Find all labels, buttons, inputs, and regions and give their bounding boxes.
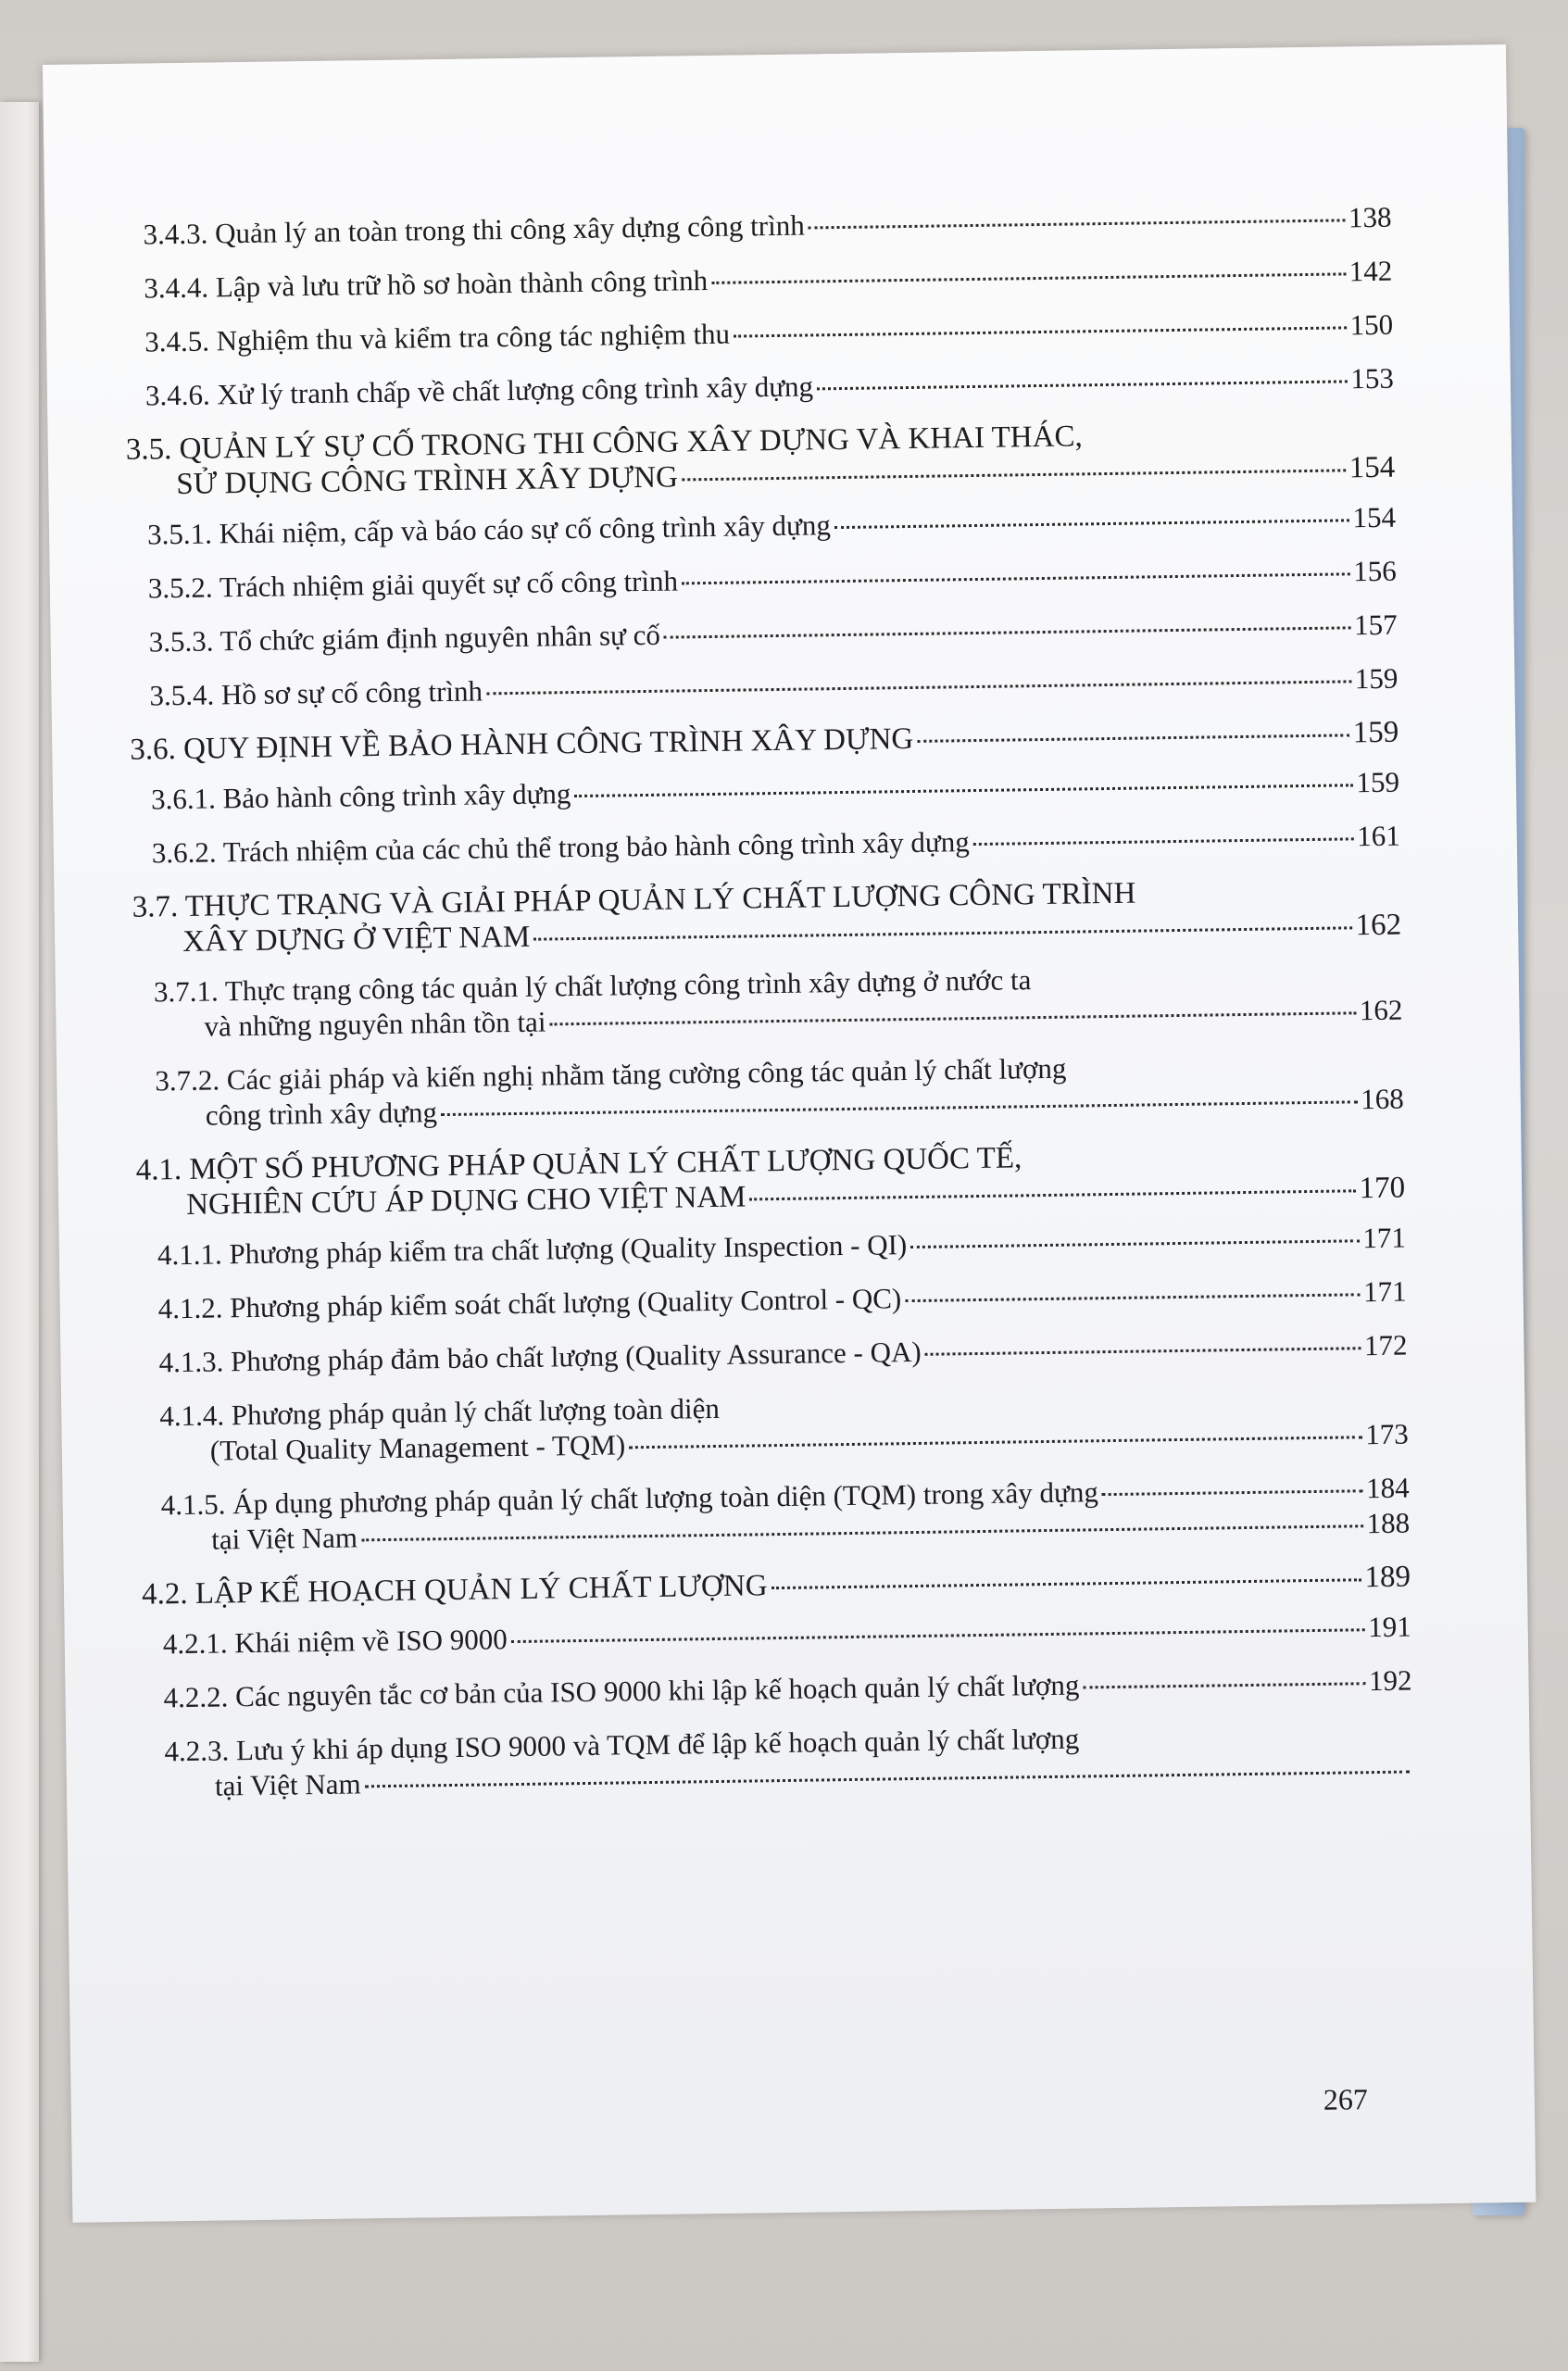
toc-line: [163, 1610, 1411, 1662]
toc-title-text: (Total Quality Management - TQM): [209, 1428, 626, 1467]
toc-line: [149, 661, 1398, 714]
toc-subsection-entry: [138, 1328, 1407, 1381]
dot-leader: [361, 1524, 1363, 1541]
toc-title-text: 3.7.1. Thực trạng công tác quản lý chất lượng công trình xây dựng ở nước ta: [153, 963, 1032, 1009]
toc-page-number: 157: [1353, 608, 1398, 642]
toc-page-number: 188: [1366, 1506, 1411, 1540]
toc-title-text: 3.5.4. Hồ sơ sự cố công trình: [149, 674, 483, 712]
dot-leader: [905, 1293, 1360, 1302]
toc-title-text: 4.1.4. Phương pháp quản lý chất lượng toàn diện: [159, 1391, 721, 1433]
toc-line: [145, 361, 1394, 414]
toc-title-text: 4.1.5. Áp dụng phương pháp quản lý chất lượng toàn diện (TQM) trong xây dựng: [160, 1475, 1099, 1522]
dot-leader: [486, 680, 1351, 695]
dot-leader: [750, 1189, 1356, 1200]
toc-page-number: 170: [1359, 1171, 1406, 1206]
toc-subsection-entry: [133, 958, 1403, 1046]
dot-leader: [925, 1347, 1361, 1356]
toc-title-text: 3.6.2. Trách nhiệm của các chủ thể trong bảo hành công trình xây dựng: [151, 825, 970, 870]
dot-leader: [1083, 1682, 1365, 1688]
dot-leader: [664, 626, 1350, 638]
toc-line: [148, 608, 1397, 660]
toc-title-text: 4.1.1. Phương pháp kiểm tra chất lượng (Quality Inspection - QI): [157, 1228, 908, 1272]
toc-line: [148, 554, 1397, 607]
toc-line: [130, 715, 1399, 768]
toc-subsection-entry: [127, 500, 1396, 553]
dot-leader: [817, 380, 1347, 390]
dot-leader: [917, 734, 1348, 743]
toc-line: [163, 1663, 1411, 1716]
toc-line: [158, 1274, 1407, 1327]
toc-title-text: SỬ DỤNG CÔNG TRÌNH XÂY DỰNG: [176, 460, 679, 502]
toc-line: [157, 1221, 1406, 1273]
toc-section-entry: [130, 715, 1399, 768]
toc-section-entry: [135, 1135, 1405, 1223]
toc-line: [147, 500, 1396, 553]
toc-title-text: 4.2. LẬP KẾ HOẠCH QUẢN LÝ CHẤT LƯỢNG: [141, 1569, 768, 1612]
toc-title-text: 3.4.5. Nghiệm thu và kiểm tra công tác nghiệm thu: [144, 317, 731, 358]
toc-title-text: 3.6.1. Bảo hành công trình xây dựng: [150, 777, 571, 816]
toc-subsection-entry: [134, 1047, 1404, 1135]
toc-section-entry: [126, 415, 1396, 503]
toc-title-text: 3.7. THỰC TRẠNG VÀ GIẢI PHÁP QUẢN LÝ CHẤT LƯỢNG CÔNG TRÌNH: [132, 876, 1136, 924]
dot-leader: [834, 519, 1349, 529]
toc-line: [144, 254, 1392, 307]
toc-page-number: 150: [1349, 307, 1394, 342]
dot-leader: [511, 1628, 1364, 1643]
toc-title-text: 3.5. QUẢN LÝ SỰ CỐ TRONG THI CÔNG XÂY DỰNG VÀ KHAI THÁC,: [125, 420, 1083, 467]
facing-page-edge: [0, 102, 39, 2362]
toc-line: [143, 200, 1391, 253]
dot-leader: [711, 272, 1346, 284]
toc-line: [152, 819, 1400, 872]
dot-leader: [441, 1100, 1357, 1116]
toc-subsection-entry: [139, 1382, 1409, 1470]
table-of-contents: [122, 200, 1413, 1824]
dot-leader: [365, 1771, 1410, 1788]
toc-title-text: 4.1.2. Phương pháp kiểm soát chất lượng (Quality Control - QC): [157, 1282, 902, 1325]
toc-title-text: 3.5.2. Trách nhiệm giải quyết sự cố công trình: [147, 564, 679, 605]
toc-title-text: 3.4.6. Xử lý tranh chấp về chất lượng công trình xây dựng: [144, 370, 814, 412]
toc-page-number: 142: [1348, 254, 1393, 288]
toc-title-text: 3.5.1. Khái niệm, cấp và báo cáo sự cố công trình xây dựng: [146, 508, 832, 551]
book-page: [43, 44, 1536, 2223]
toc-subsection-entry: [144, 1717, 1413, 1805]
toc-section-entry: [132, 872, 1401, 960]
toc-title-text: XÂY DỰNG Ở VIỆT NAM: [182, 920, 531, 959]
dot-leader: [973, 837, 1354, 846]
toc-title-text: 4.2.1. Khái niệm về ISO 9000: [162, 1623, 508, 1661]
dot-leader: [910, 1239, 1359, 1248]
dot-leader: [1102, 1489, 1362, 1496]
toc-title-text: tại Việt Nam: [214, 1767, 361, 1802]
toc-page-number: 153: [1350, 361, 1395, 395]
dot-leader: [549, 1011, 1356, 1025]
dot-leader: [574, 784, 1352, 797]
toc-page-number: 171: [1362, 1274, 1407, 1309]
page-folio: 267: [1323, 2082, 1369, 2116]
dot-leader: [771, 1578, 1361, 1589]
toc-subsection-entry: [128, 608, 1397, 660]
toc-page-number: 184: [1365, 1471, 1410, 1505]
toc-title-text: NGHIÊN CỨU ÁP DỤNG CHO VIỆT NAM: [185, 1180, 746, 1222]
dot-leader: [629, 1436, 1361, 1449]
toc-page-number: 159: [1352, 715, 1399, 750]
toc-page-number: 154: [1352, 500, 1397, 534]
toc-page-number: 138: [1348, 200, 1392, 234]
toc-page-number: 189: [1364, 1560, 1411, 1595]
toc-line: [142, 1560, 1411, 1612]
toc-page-number: 173: [1365, 1417, 1410, 1451]
toc-subsection-entry: [143, 1663, 1411, 1716]
toc-line: [144, 307, 1393, 360]
toc-title-text: tại Việt Nam: [211, 1521, 358, 1556]
toc-subsection-entry: [132, 819, 1400, 872]
toc-page-number: 191: [1367, 1610, 1411, 1644]
toc-title-text: 3.7.2. Các giải pháp và kiến nghị nhằm tăng cường công tác quản lý chất lượng: [155, 1051, 1067, 1098]
toc-page-number: 156: [1353, 554, 1398, 588]
toc-section-entry: [142, 1560, 1411, 1612]
toc-page-number: 162: [1355, 908, 1402, 943]
toc-subsection-entry: [140, 1471, 1410, 1559]
toc-title-text: 3.5.3. Tổ chức giám định nguyên nhân sự cố: [148, 618, 661, 659]
toc-subsection-entry: [125, 361, 1394, 414]
toc-title-text: 3.4.4. Lập và lưu trữ hồ sơ hoàn thành công trình: [144, 263, 709, 305]
dot-leader: [533, 926, 1351, 940]
toc-subsection-entry: [143, 1610, 1411, 1662]
toc-subsection-entry: [124, 307, 1393, 360]
toc-line: [151, 765, 1399, 818]
toc-title-text: 4.2.2. Các nguyên tắc cơ bản của ISO 9000 khi lập kế hoạch quản lý chất lượng: [163, 1668, 1080, 1714]
toc-subsection-entry: [122, 200, 1391, 253]
toc-page-number: 161: [1357, 819, 1401, 853]
toc-title-text: 4.1.3. Phương pháp đảm bảo chất lượng (Quality Assurance - QA): [158, 1335, 922, 1379]
toc-title-text: 4.1. MỘT SỐ PHƯƠNG PHÁP QUẢN LÝ CHẤT LƯỢNG QUỐC TẾ,: [135, 1141, 1022, 1187]
toc-page-number: 168: [1360, 1082, 1404, 1116]
toc-subsection-entry: [131, 765, 1399, 818]
toc-line: [158, 1328, 1407, 1381]
dot-leader: [809, 219, 1345, 229]
toc-title-text: 4.2.3. Lưu ý khi áp dụng ISO 9000 và TQM để lập kế hoạch quản lý chất lượng: [164, 1722, 1080, 1768]
toc-page-number: 159: [1354, 661, 1399, 696]
toc-page-number: 192: [1368, 1663, 1412, 1698]
dot-leader: [734, 326, 1347, 337]
toc-title-text: công trình xây dựng: [205, 1096, 438, 1132]
toc-page-number: 171: [1362, 1221, 1407, 1255]
toc-title-text: và những nguyên nhân tồn tại: [204, 1005, 546, 1043]
toc-subsection-entry: [138, 1274, 1407, 1327]
toc-subsection-entry: [129, 661, 1398, 714]
toc-subsection-entry: [123, 254, 1392, 307]
toc-page-number: 162: [1359, 993, 1403, 1027]
dot-leader: [682, 469, 1346, 481]
toc-title-text: 3.6. QUY ĐỊNH VỀ BẢO HÀNH CÔNG TRÌNH XÂY DỰNG: [130, 721, 914, 767]
toc-page-number: 159: [1356, 765, 1400, 799]
toc-page-number: 154: [1348, 450, 1396, 485]
dot-leader: [682, 572, 1349, 584]
toc-subsection-entry: [137, 1221, 1406, 1273]
toc-page-number: 172: [1363, 1328, 1408, 1362]
toc-title-text: 3.4.3. Quản lý an toàn trong thi công xây dựng công trình: [143, 208, 805, 251]
toc-subsection-entry: [128, 554, 1397, 607]
